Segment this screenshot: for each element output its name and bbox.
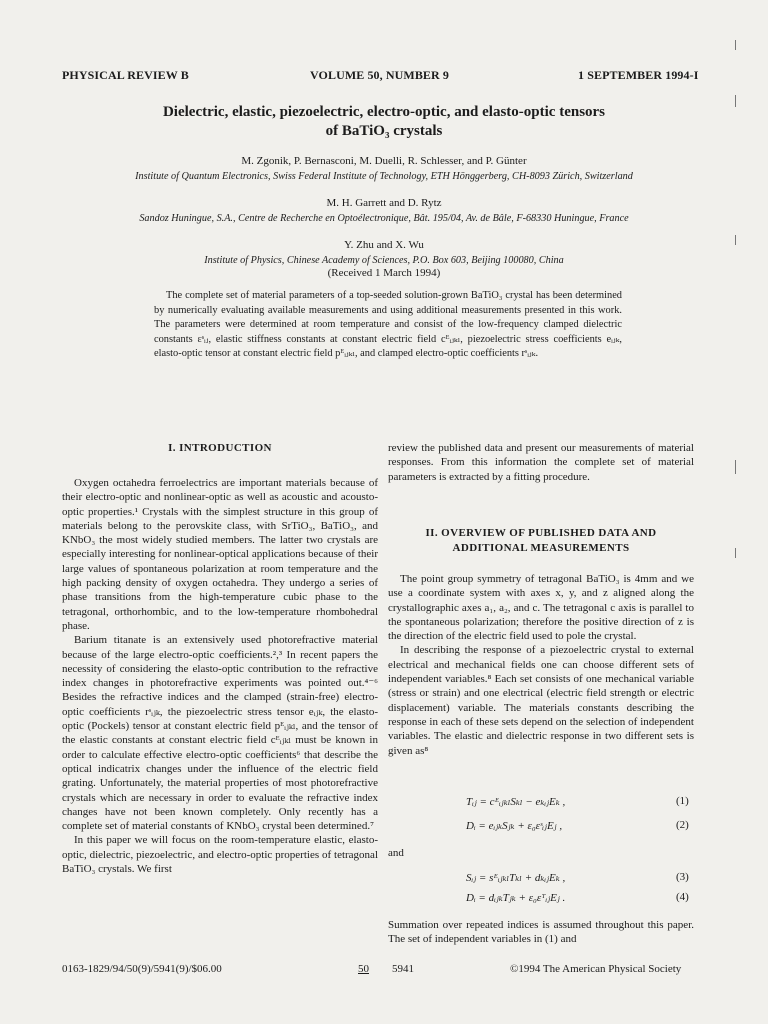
abstract: The complete set of material parameters of a top-seeded solution-grown BaTiO₃ crystal has been determined by numerically evaluating available measurements and using additional measurements presented in this work. The parameters were determined at room temperature and consist of the low-frequency clamped dielectric constants εˢᵢⱼ, elastic stiffness constants at constant electric field cᴱᵢⱼₖₗ, piezoelectric stress coefficients eᵢⱼₖ, elasto-optic tensor at constant electric field pᴱᵢⱼₖₗ, and clamped electro-optic coefficients rˢᵢⱼₖ.: [154, 290, 622, 359]
footer-copyright: ©1994 The American Physical Society: [510, 963, 682, 975]
received-date: (Received 1 March 1994): [327, 267, 441, 279]
equation-1: Tᵢⱼ = cᴱᵢⱼₖₗSₖₗ − eₖᵢⱼEₖ ,: [466, 796, 566, 808]
title-line-1: Dielectric, elastic, piezoelectric, electro-optic, and elasto-optic tensors: [162, 104, 606, 120]
affiliation-2: Sandoz Huningue, S.A., Centre de Recherche en Optoélectronique, Bât. 195/04, Av. de Bâle, F-68330 Huningue, France: [139, 213, 629, 224]
heading-line-1: II. OVERVIEW OF PUBLISHED DATA AND: [425, 527, 657, 539]
right-column-closing: [388, 918, 694, 947]
paragraph: In this paper we will focus on the room-temperature elastic, elasto-optic, dielectric, piezoelectric, and electro-optic properties of tetragonal BaTiO₃ crystals. We first: [62, 834, 378, 876]
equation-number-2: (2): [676, 819, 689, 831]
author-names-1: M. Zgonik, P. Bernasconi, M. Duelli, R. Schlesser, and P. Günter: [241, 155, 527, 167]
affiliation-3: Institute of Physics, Chinese Academy of Sciences, P.O. Box 603, Beijing 100080, China: [204, 255, 564, 266]
equation-number-4: (4): [676, 891, 689, 903]
affiliation-1: Institute of Quantum Electronics, Swiss Federal Institute of Technology, ETH Hönggerberg, CH-8093 Zürich, Switzerland: [135, 171, 633, 182]
footer-volume: 50: [358, 963, 369, 975]
scan-mark: [735, 95, 736, 107]
equation-2: Dᵢ = eᵢⱼₖSⱼₖ + ε₀εˢᵢⱼEⱼ ,: [466, 820, 563, 832]
journal-name: PHYSICAL REVIEW B: [62, 68, 189, 82]
paragraph: The point group symmetry of tetragonal BaTiO₃ is 4mm and we use a coordinate system with axes x, y, and z aligned along the crystallographic axes a₁, a₂, and c. The tetragonal c axis is parallel to the spontaneous polarization; therefore the positive direction of z is the direction of the electric field used to pole the crystal.: [388, 573, 694, 643]
paragraph: Barium titanate is an extensively used photorefractive material because of the large electro-optic coefficients.²,³ In recent papers the necessity of considering the elasto-optic contribution to the refractive index changes in photorefractive experiments was pointed out.⁴⁻⁶ Besides the refractive indices and the clamped (strain-free) electro-optic coefficients rˢᵢⱼₖ, the piezoelectric stress tensor eᵢⱼₖ, the elasto-optic (Pockels) tensor at constant electric field pᴱᵢⱼₖₗ, and the tensor of the elastic constants at constant electric field cᴱᵢⱼₖₗ must be known in order to calculate effective electro-optic coefficients⁶ that describe the optical indicatrix changes under the influence of the electric field grating. Unfortunately, the material properties of most photorefractive crystals which are necessary in order to evaluate the refractive index changes have not been known completely. Only recently has a complete set of material constants of KNbO₃ crystal been determined.⁷: [62, 634, 378, 833]
heading-line-2: ADDITIONAL MEASUREMENTS: [452, 542, 630, 554]
issue-date: 1 SEPTEMBER 1994-I: [578, 68, 699, 82]
title-line-2: of BaTiO₃ crystals: [325, 123, 443, 139]
paragraph: Summation over repeated indices is assumed throughout this paper. The set of independent variables in (1) and: [388, 919, 694, 946]
author-names-3: Y. Zhu and X. Wu: [344, 239, 424, 251]
author-names-2: M. H. Garrett and D. Rytz: [326, 197, 442, 209]
equation-number-3: (3): [676, 871, 689, 883]
right-column-body: [388, 572, 694, 758]
paragraph: Oxygen octahedra ferroelectrics are important materials because of their electro-optic and nonlinear-optic as well as acoustic and acousto-optic properties.¹ Crystals with the simplest structure in this group of materials belong to the perovskite class, with SrTiO₃, BaTiO₃, and KNbO₃ the most widely studied members. The latter two crystals are especially interesting for nonlinear-optical applications because of their large values of spontaneous polarization at room temperature and the high packing density of oxygen octahedra. They undergo a series of phase transitions from the high-temperature cubic phase to the tetragonal, orthorhombic, and to the low-temperature rhombohedral phase.: [62, 477, 378, 632]
scan-mark: [735, 40, 736, 50]
footer-code: 0163-1829/94/50(9)/5941(9)/$06.00: [62, 963, 222, 975]
equation-number-1: (1): [676, 795, 689, 807]
paragraph: review the published data and present our measurements of material responses. From this information the complete set of material parameters is extracted by a fitting procedure.: [388, 442, 694, 483]
section-heading-introduction: I. INTRODUCTION: [168, 442, 272, 454]
left-column-body: [62, 476, 378, 876]
equation-4: Dᵢ = dᵢⱼₖTⱼₖ + ε₀εᵀᵢⱼEⱼ .: [466, 892, 566, 904]
paragraph: In describing the response of a piezoelectric crystal to external electrical and mechanical fields one can choose different sets of independent variables.⁸ Each set consists of one mechanical variable (stress or strain) and one electrical (electric field strength or electric displacement) variable. The materials constants describing the response in each of these sets depend on the selection of independent variables. The elastic and dielectric response in two different sets is given as⁸: [388, 644, 694, 757]
paper-title: [60, 103, 708, 141]
scan-mark: [735, 548, 736, 558]
footer-page-number: 5941: [392, 963, 414, 975]
volume-number: VOLUME 50, NUMBER 9: [310, 68, 449, 82]
section-heading-overview: [388, 526, 694, 556]
right-column-intro: [388, 441, 694, 484]
scan-mark: [735, 460, 736, 474]
connective-and: and: [388, 847, 404, 859]
scan-mark: [735, 235, 736, 245]
equation-3: Sᵢⱼ = sᴱᵢⱼₖₗTₖₗ + dₖᵢⱼEₖ ,: [466, 872, 566, 884]
